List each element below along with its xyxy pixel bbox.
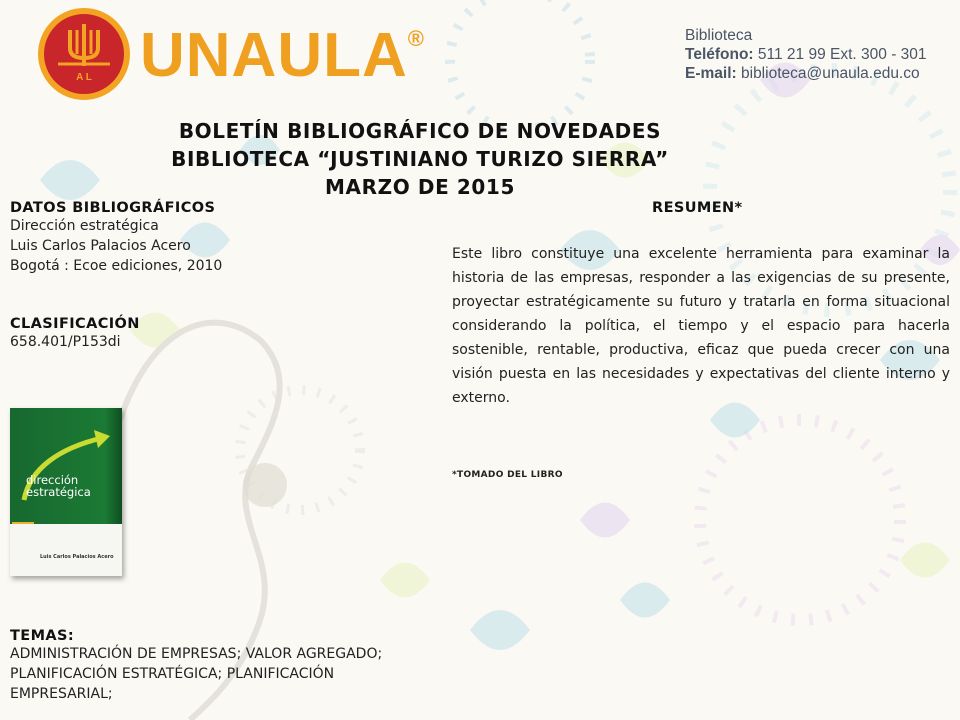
contact-phone xyxy=(685,45,927,64)
summary-heading: RESUMEN* xyxy=(652,200,743,216)
classification-value: 658.401/P153di xyxy=(10,334,121,350)
phone-value: 511 21 99 Ext. 300 - 301 xyxy=(757,46,927,63)
classification xyxy=(10,316,140,352)
bulletin-title xyxy=(110,117,730,201)
book-cover-title xyxy=(26,474,91,498)
book-cover-title-line-1: dirección xyxy=(26,473,79,487)
registered-mark: ® xyxy=(407,26,425,51)
summary-text: Este libro constituye una excelente herramienta para examinar la historia de las empresas, responder a las exigencias de su presente, proyectar estratégicamente su futuro y tratarla en forma situacional considerando la política, el tiempo y el espacio para hacerla sostenible, rentable, productiva, eficaz que pueda crecer con una visión puesta en las necesidades y expectativas del cliente interno y externo. xyxy=(452,246,950,406)
library-contact xyxy=(685,26,927,83)
book-cover-title-line-2: estratégica xyxy=(26,485,91,499)
book-cover-bottom xyxy=(10,524,122,576)
classification-heading: CLASIFICACIÓN xyxy=(10,316,140,332)
contact-email xyxy=(685,64,927,83)
email-label: E-mail: xyxy=(685,65,737,82)
contact-title: Biblioteca xyxy=(685,27,753,44)
book-cover-image xyxy=(10,408,122,576)
bibliographic-data-heading: DATOS BIBLIOGRÁFICOS xyxy=(10,200,216,216)
book-author-text: Luis Carlos Palacios Acero xyxy=(10,238,191,254)
brand-text: UNAULA xyxy=(140,21,408,90)
topics-line-3: EMPRESARIAL; xyxy=(10,686,113,702)
summary-source-note: *TOMADO DEL LIBRO xyxy=(452,470,563,480)
book-title-text: Dirección estratégica xyxy=(10,218,159,234)
arrow-icon xyxy=(10,408,122,524)
brand-name xyxy=(140,20,425,91)
logo-letters: A L xyxy=(76,72,92,83)
book-publisher-text: Bogotá : Ecoe ediciones, 2010 xyxy=(10,258,223,274)
bibliographic-data xyxy=(10,200,222,276)
email-value[interactable]: biblioteca@unaula.edu.co xyxy=(741,65,920,82)
topics-line-1: ADMINISTRACIÓN DE EMPRESAS; VALOR AGREGADO; xyxy=(10,646,383,662)
topics xyxy=(10,628,430,704)
book-cover-author: Luis Carlos Palacios Acero xyxy=(40,554,114,560)
topics-heading: TEMAS: xyxy=(10,628,75,644)
topics-line-2: PLANIFICACIÓN ESTRATÉGICA; PLANIFICACIÓN xyxy=(10,666,335,682)
title-line-1: BOLETÍN BIBLIOGRÁFICO DE NOVEDADES xyxy=(178,119,662,143)
title-line-2: BIBLIOTECA “JUSTINIANO TURIZO SIERRA” xyxy=(171,147,669,171)
unaula-logo-icon xyxy=(38,8,130,100)
phone-label: Teléfono: xyxy=(685,46,754,63)
title-line-3: MARZO DE 2015 xyxy=(325,175,515,199)
